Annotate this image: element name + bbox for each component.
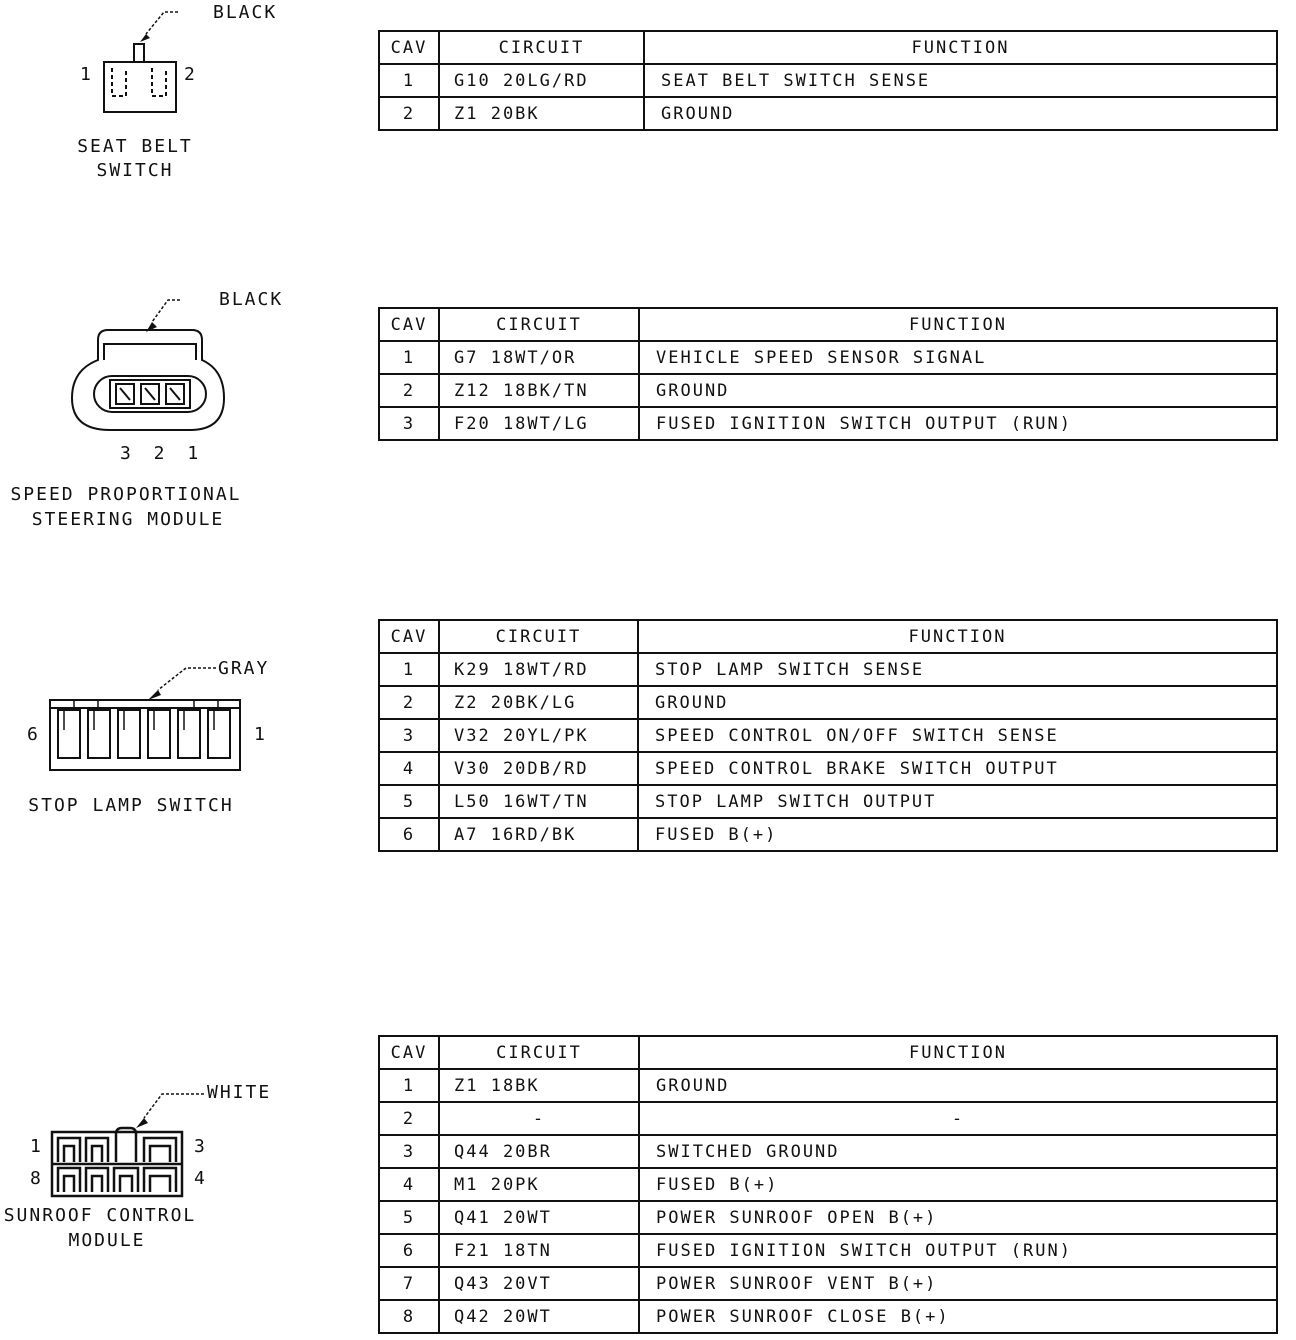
table-header-row: [379, 1036, 1277, 1069]
cav-cell: 5: [379, 785, 439, 818]
circuit-cell: -: [439, 1102, 639, 1135]
function-cell: GROUND: [639, 374, 1277, 407]
seat-belt-pin-label-1: 1: [80, 64, 93, 85]
circuit-cell: Q44 20BR: [439, 1135, 639, 1168]
circuit-header: CIRCUIT: [439, 308, 639, 341]
cav-cell: 3: [379, 719, 439, 752]
sunroof-pin-label-4: 4: [194, 1168, 207, 1189]
function-cell: GROUND: [644, 97, 1277, 130]
table-row: [379, 686, 1277, 719]
cav-cell: 3: [379, 407, 439, 440]
table-row: [379, 1135, 1277, 1168]
seat-belt-connector-name-line2: SWITCH: [96, 160, 174, 181]
circuit-cell: F20 18WT/LG: [439, 407, 639, 440]
sunroof-connector-icon: [44, 1084, 214, 1204]
circuit-cell: L50 16WT/TN: [439, 785, 638, 818]
cav-cell: 8: [379, 1300, 439, 1333]
cav-cell: 2: [379, 374, 439, 407]
cav-cell: 7: [379, 1267, 439, 1300]
cav-cell: 5: [379, 1201, 439, 1234]
table-header-row: [379, 31, 1277, 64]
cav-header: CAV: [379, 31, 439, 64]
function-header: FUNCTION: [644, 31, 1277, 64]
table-row: [379, 1102, 1277, 1135]
seat-belt-pin-label-2: 2: [184, 64, 197, 85]
circuit-cell: M1 20PK: [439, 1168, 639, 1201]
table-row: [379, 1201, 1277, 1234]
function-cell: POWER SUNROOF CLOSE B(+): [639, 1300, 1277, 1333]
function-cell: GROUND: [638, 686, 1277, 719]
function-cell: SPEED CONTROL BRAKE SWITCH OUTPUT: [638, 752, 1277, 785]
table-header-row: [379, 620, 1277, 653]
function-cell: STOP LAMP SWITCH OUTPUT: [638, 785, 1277, 818]
table-row: [379, 97, 1277, 130]
table-row: [379, 374, 1277, 407]
circuit-cell: F21 18TN: [439, 1234, 639, 1267]
table-row: [379, 407, 1277, 440]
circuit-cell: Q43 20VT: [439, 1267, 639, 1300]
table-row: [379, 752, 1277, 785]
cav-cell: 2: [379, 686, 439, 719]
circuit-cell: Z1 20BK: [439, 97, 644, 130]
table-row: [379, 1267, 1277, 1300]
cav-cell: 1: [379, 341, 439, 374]
table-row: [379, 1168, 1277, 1201]
circuit-cell: Z12 18BK/TN: [439, 374, 639, 407]
speed-steering-pinout-table: [378, 307, 1278, 441]
function-cell: POWER SUNROOF VENT B(+): [639, 1267, 1277, 1300]
circuit-header: CIRCUIT: [439, 620, 638, 653]
function-cell: SWITCHED GROUND: [639, 1135, 1277, 1168]
cav-cell: 1: [379, 653, 439, 686]
table-row: [379, 1234, 1277, 1267]
cav-header: CAV: [379, 1036, 439, 1069]
cav-cell: 1: [379, 64, 439, 97]
cav-cell: 6: [379, 1234, 439, 1267]
sunroof-pinout-table: [378, 1035, 1278, 1334]
sunroof-connector-name-line2: MODULE: [68, 1230, 146, 1251]
function-cell: STOP LAMP SWITCH SENSE: [638, 653, 1277, 686]
function-cell: FUSED IGNITION SWITCH OUTPUT (RUN): [639, 407, 1277, 440]
function-header: FUNCTION: [639, 1036, 1277, 1069]
circuit-cell: Z2 20BK/LG: [439, 686, 638, 719]
circuit-cell: Z1 18BK: [439, 1069, 639, 1102]
circuit-header: CIRCUIT: [439, 1036, 639, 1069]
seat-belt-connector-name-line1: SEAT BELT: [77, 136, 193, 157]
seat-belt-color-label: BLACK: [213, 2, 278, 23]
function-cell: SPEED CONTROL ON/OFF SWITCH SENSE: [638, 719, 1277, 752]
stop-lamp-connector-name: STOP LAMP SWITCH: [28, 795, 234, 816]
function-cell: FUSED B(+): [639, 1168, 1277, 1201]
cav-cell: 4: [379, 1168, 439, 1201]
cav-cell: 6: [379, 818, 439, 851]
table-row: [379, 719, 1277, 752]
circuit-cell: G10 20LG/RD: [439, 64, 644, 97]
stop-lamp-pin-label-1: 1: [254, 724, 267, 745]
sunroof-pin-label-1: 1: [30, 1136, 43, 1157]
table-row: [379, 341, 1277, 374]
function-header: FUNCTION: [638, 620, 1277, 653]
cav-cell: 2: [379, 1102, 439, 1135]
stop-lamp-color-label: GRAY: [218, 658, 270, 679]
circuit-cell: A7 16RD/BK: [439, 818, 638, 851]
sunroof-pin-label-3: 3: [194, 1136, 207, 1157]
circuit-header: CIRCUIT: [439, 31, 644, 64]
table-header-row: [379, 308, 1277, 341]
function-cell: -: [639, 1102, 1277, 1135]
sunroof-color-label: WHITE: [207, 1082, 272, 1103]
circuit-cell: V32 20YL/PK: [439, 719, 638, 752]
sunroof-pin-label-8: 8: [30, 1168, 43, 1189]
speed-steering-connector-name-line1: SPEED PROPORTIONAL: [10, 484, 242, 505]
stop-lamp-pin-label-6: 6: [27, 724, 40, 745]
table-row: [379, 64, 1277, 97]
circuit-cell: G7 18WT/OR: [439, 341, 639, 374]
speed-steering-pin-labels: 3 2 1: [120, 443, 205, 464]
function-cell: GROUND: [639, 1069, 1277, 1102]
cav-cell: 4: [379, 752, 439, 785]
table-row: [379, 653, 1277, 686]
cav-header: CAV: [379, 620, 439, 653]
cav-cell: 1: [379, 1069, 439, 1102]
function-cell: VEHICLE SPEED SENSOR SIGNAL: [639, 341, 1277, 374]
circuit-cell: K29 18WT/RD: [439, 653, 638, 686]
function-cell: FUSED IGNITION SWITCH OUTPUT (RUN): [639, 1234, 1277, 1267]
circuit-cell: Q41 20WT: [439, 1201, 639, 1234]
seat-belt-pinout-table: [378, 30, 1278, 131]
circuit-cell: V30 20DB/RD: [439, 752, 638, 785]
table-row: [379, 785, 1277, 818]
function-header: FUNCTION: [639, 308, 1277, 341]
sunroof-connector-name-line1: SUNROOF CONTROL: [3, 1205, 197, 1226]
table-row: [379, 1069, 1277, 1102]
cav-header: CAV: [379, 308, 439, 341]
speed-steering-color-label: BLACK: [219, 289, 284, 310]
function-cell: POWER SUNROOF OPEN B(+): [639, 1201, 1277, 1234]
function-cell: SEAT BELT SWITCH SENSE: [644, 64, 1277, 97]
table-row: [379, 818, 1277, 851]
seat-belt-switch-connector-icon: [60, 0, 220, 120]
speed-steering-connector-name-line2: STEERING MODULE: [31, 509, 225, 530]
table-row: [379, 1300, 1277, 1333]
stop-lamp-pinout-table: [378, 619, 1278, 852]
speed-steering-connector-icon: [60, 290, 240, 450]
cav-cell: 3: [379, 1135, 439, 1168]
cav-cell: 2: [379, 97, 439, 130]
circuit-cell: Q42 20WT: [439, 1300, 639, 1333]
function-cell: FUSED B(+): [638, 818, 1277, 851]
